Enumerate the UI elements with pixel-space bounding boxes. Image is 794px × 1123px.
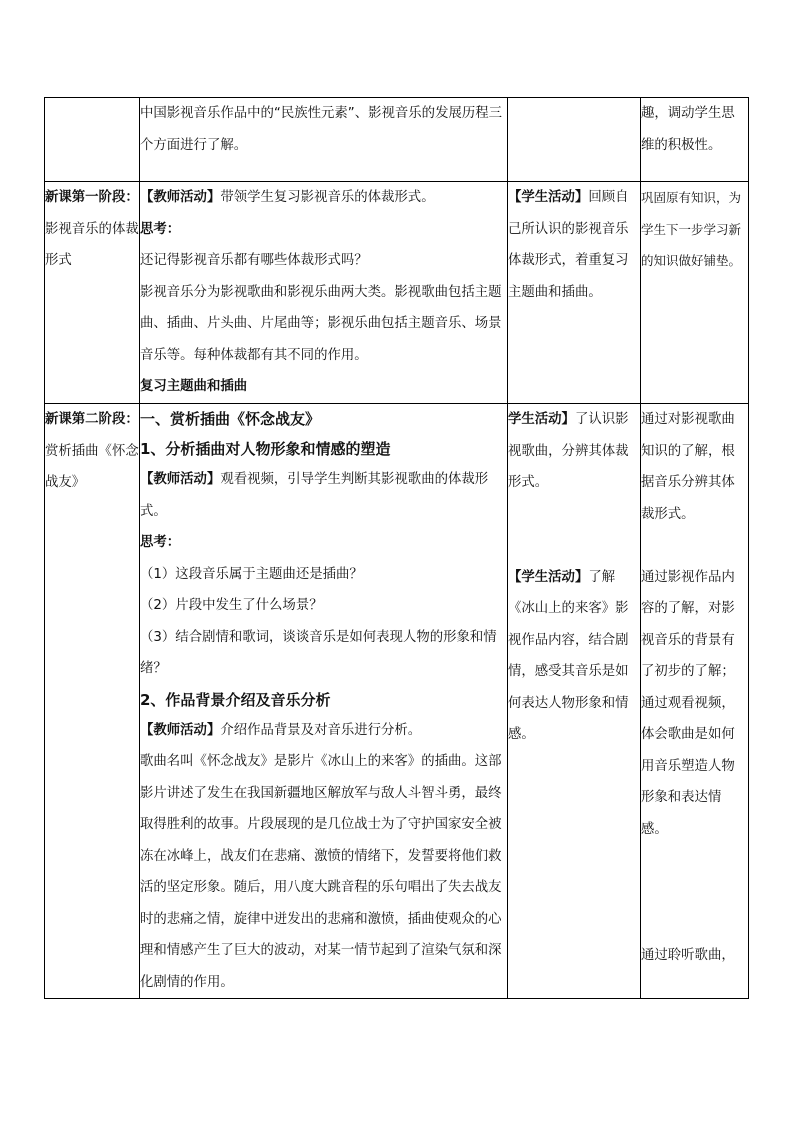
table-row — [45, 98, 749, 182]
teacher-activity-tag: 【教师活动】 — [140, 722, 221, 738]
stage-cell — [45, 404, 140, 999]
table-row — [45, 182, 749, 404]
analysis-text: 歌曲名叫《怀念战友》是影片《冰山上的来客》的插曲。这部影片讲述了发生在我国新疆地区解放军与敌人斗智斗勇，最终取得胜利的故事。片段展现的是几位战士为了守护国家安全被冻在冰峰上，战友们在悲痛、激愤的情绪下，发誓要将他们救活的坚定形象。随后，用八度大跳音程的乐句唱出了失去战友时的悲痛之情，旋律中迸发出的悲痛和激愤，插曲使观众的心理和情感产生了巨大的波动，对某一情节起到了渲染气氛和深化剧情的作用。 — [140, 754, 502, 990]
student-activity-cell — [508, 182, 641, 404]
question-text: （3）结合剧情和歌词，谈谈音乐是如何表现人物的形象和情绪？ — [140, 629, 497, 676]
teacher-activity-tag: 【教师活动】 — [140, 472, 221, 487]
student-activity-cell — [508, 98, 641, 182]
purpose-text: 通过影视作品内容的了解，对影视音乐的背景有了初步的了解；通过观看视频，体会歌曲是如何用音乐塑造人物形象和表达情感。 — [641, 569, 735, 837]
purpose-text: 通过聆听歌曲， — [641, 947, 735, 963]
stage-title: 影视音乐的体裁形式 — [45, 221, 139, 268]
stage-label: 新课第二阶段： — [45, 412, 139, 427]
purpose-text: 巩固原有知识，为学生下一步学习新的知识做好铺垫。 — [641, 190, 742, 268]
think-label: 思考： — [140, 221, 181, 237]
student-activity-tag: 学生活动】 — [508, 412, 575, 427]
teacher-activity-text: 介绍作品背景及对音乐进行分析。 — [220, 722, 422, 738]
student-activity-text: 回顾自己所认识的影视音乐体裁形式，着重复习主题曲和插曲。 — [508, 190, 629, 300]
review-label: 复习主题曲和插曲 — [140, 379, 248, 394]
teacher-activity-text: 观看视频，引导学生判断其影视歌曲的体裁形式。 — [140, 472, 489, 519]
question-text: 还记得影视音乐都有哪些体裁形式吗？ — [140, 253, 368, 268]
student-activity-tag: 【学生活动】 — [508, 569, 589, 585]
think-label: 思考： — [140, 535, 181, 550]
section-heading: 2、作品背景介绍及音乐分析 — [140, 690, 331, 709]
stage-cell — [45, 182, 140, 404]
student-activity-text: 了认识影视歌曲，分辨其体裁形式。 — [508, 412, 629, 490]
purpose-cell — [641, 404, 749, 999]
lesson-plan-table — [44, 97, 749, 999]
student-activity-text: 了解《冰山上的来客》影视作品内容，结合剧情，感受其音乐是如何表达人物形象和情感。 — [508, 569, 629, 742]
purpose-cell — [641, 182, 749, 404]
purpose-cell — [641, 98, 749, 182]
section-heading: 一、赏析插曲《怀念战友》 — [140, 410, 321, 428]
teacher-activity-tag: 【教师活动】 — [140, 190, 221, 205]
stage-title: 赏析插曲《怀念战友》 — [45, 443, 139, 490]
stage-cell — [45, 98, 140, 182]
continuation-purpose-text: 趣，调动学生思维的积极性。 — [641, 106, 735, 153]
stage-label: 新课第一阶段： — [45, 190, 139, 205]
question-text: （1）这段音乐属于主题曲还是插曲？ — [140, 566, 363, 582]
table-row — [45, 404, 749, 999]
teacher-activity-cell — [140, 98, 508, 182]
student-activity-cell — [508, 404, 641, 999]
teacher-activity-cell — [140, 404, 508, 999]
purpose-text: 通过对影视歌曲知识的了解，根据音乐分辨其体裁形式。 — [641, 412, 735, 522]
answer-text: 影视音乐分为影视歌曲和影视乐曲两大类。影视歌曲包括主题曲、插曲、片头曲、片尾曲等；影视乐曲包括主题音乐、场景音乐等。每种体裁都有其不同的作用。 — [140, 284, 502, 363]
continuation-text: 中国影视音乐作品中的“民族性元素”、影视音乐的发展历程三个方面进行了解。 — [140, 106, 503, 153]
teacher-activity-cell — [140, 182, 508, 404]
teacher-activity-text: 带领学生复习影视音乐的体裁形式。 — [220, 190, 435, 205]
section-heading: 1、分析插曲对人物形象和情感的塑造 — [140, 440, 391, 458]
student-activity-tag: 【学生活动】 — [508, 190, 589, 205]
question-text: （2）片段中发生了什么场景？ — [140, 598, 323, 613]
